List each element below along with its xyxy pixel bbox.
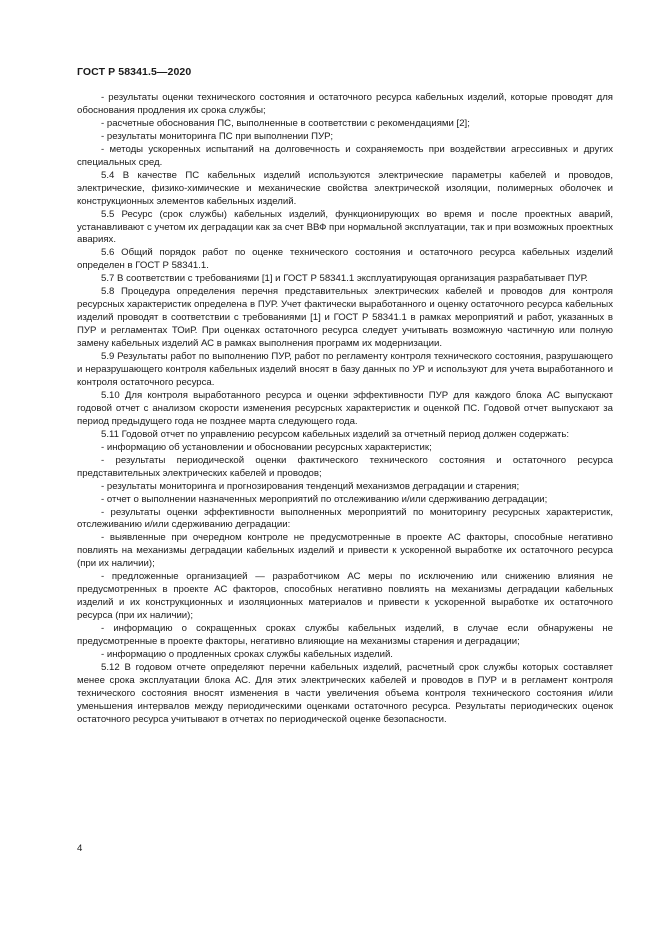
paragraph: - информацию о продленных сроках службы кабельных изделий. xyxy=(101,648,393,660)
paragraph: - результаты мониторинга ПС при выполнении ПУР; xyxy=(101,130,334,142)
paragraph: 5.8 Процедура определения перечня представительных электрических кабелей и проводов для контроля ресурсных характеристик определена в ПУР. Учет фактически выработанного и оценку остаточного ресурса кабельных изделий проводят в соответствии с требованиями [1] и ГОСТ Р 58341.1 в рамках мероприятий и работ, указанных в ПУР и регламентах ТОиР. При оценках остаточного ресурса следует учитывать возможную частичную или полную замену кабельных изделий АС в рамках выполнения программ их модернизации. xyxy=(77,286,613,350)
paragraph: - расчетные обоснования ПС, выполненные в соответствии с рекомендациями [2]; xyxy=(101,117,470,129)
paragraph: - результаты оценки эффективности выполненных мероприятий по мониторингу ресурсных характеристик, отслеживанию и/или сдерживанию деградации: xyxy=(77,506,613,531)
paragraph: - результаты периодической оценки фактического технического состояния и остаточного ресурса представительных электрических кабелей и проводов; xyxy=(77,454,613,479)
paragraph: 5.7 В соответствии с требованиями [1] и ГОСТ Р 58341.1 эксплуатирующая организация разрабатывает ПУР. xyxy=(101,273,588,285)
paragraph: - отчет о выполнении назначенных мероприятий по отслеживанию и/или сдерживанию деградации; xyxy=(101,493,548,505)
paragraph: - предложенные организацией — разработчиком АС меры по исключению или снижению влияния не предусмотренных в проекте АС факторов, способных негативно повлиять на механизмы деградации кабельных изделий и их конструкционных и изоляционных материалов и привести к ускоренной выработке их остаточного ресурса (при их наличии); xyxy=(77,571,613,622)
paragraph: 5.11 Годовой отчет по управлению ресурсом кабельных изделий за отчетный период должен содержать: xyxy=(101,428,569,440)
paragraph: - информацию об установлении и обосновании ресурсных характеристик; xyxy=(101,441,432,453)
paragraph: 5.6 Общий порядок работ по оценке технического состояния и остаточного ресурса кабельных изделий определен в ГОСТ Р 58341.1. xyxy=(77,247,613,272)
paragraph: - выявленные при очередном контроле не предусмотренные в проекте АС факторы, способные негативно повлиять на механизмы деградации кабельных изделий и привести к ускоренной выработке их остаточного ресурса (при их наличии); xyxy=(77,532,613,570)
paragraph: - методы ускоренных испытаний на долговечность и сохраняемость при воздействии агрессивных и других специальных сред. xyxy=(77,143,613,168)
page-number: 4 xyxy=(77,843,83,854)
document-body xyxy=(77,92,613,727)
paragraph: - информацию о сокращенных сроках службы кабельных изделий, в случае если обнаружены не предусмотренные в проекте факторы, негативно влияющие на механизмы старения и деградации; xyxy=(77,623,613,648)
paragraph: 5.4 В качестве ПС кабельных изделий используются электрические параметры кабелей и проводов, электрические, физико-химические и механические свойства электрической изоляции, полимерных оболочек и конструкционных элементов кабельных изделий. xyxy=(77,169,613,207)
document-header: ГОСТ Р 58341.5—2020 xyxy=(77,66,192,78)
paragraph: 5.10 Для контроля выработанного ресурса и оценки эффективности ПУР для каждого блока АС выпускают годовой отчет с анализом скорости изменения ресурсных характеристик и оценкой ПС. Годовой отчет выпускают за период предыдущего года не позднее марта следующего года. xyxy=(77,389,613,427)
paragraph: 5.12 В годовом отчете определяют перечни кабельных изделий, расчетный срок службы которых составляет менее срока эксплуатации блока АС. Для этих электрических кабелей и проводов в ПУР и в регламент контроля технического состояния вносят изменения в части увеличения объема контроля технического состояния и/или уменьшения интервалов между периодическими оценками остаточного ресурса. Результаты периодических оценок остаточного ресурса учитывают в отчетах по периодической оценке безопасности. xyxy=(77,661,613,725)
paragraph: - результаты оценки технического состояния и остаточного ресурса кабельных изделий, которые проводят для обоснования продления их срока службы; xyxy=(77,92,613,116)
paragraph: 5.9 Результаты работ по выполнению ПУР, работ по регламенту контроля технического состояния, разрушающего и неразрушающего контроля кабельных изделий вносят в базу данных по УР и используют для учета выработанного и контроля остаточного ресурса. xyxy=(77,351,613,388)
paragraph: 5.5 Ресурс (срок службы) кабельных изделий, функционирующих во время и после проектных аварий, устанавливают с учетом их деградации как за счет ВВФ при нормальной эксплуатации, так и при возможных проектных авариях. xyxy=(77,208,613,246)
paragraph: - результаты мониторинга и прогнозирования тенденций механизмов деградации и старения; xyxy=(101,480,520,492)
